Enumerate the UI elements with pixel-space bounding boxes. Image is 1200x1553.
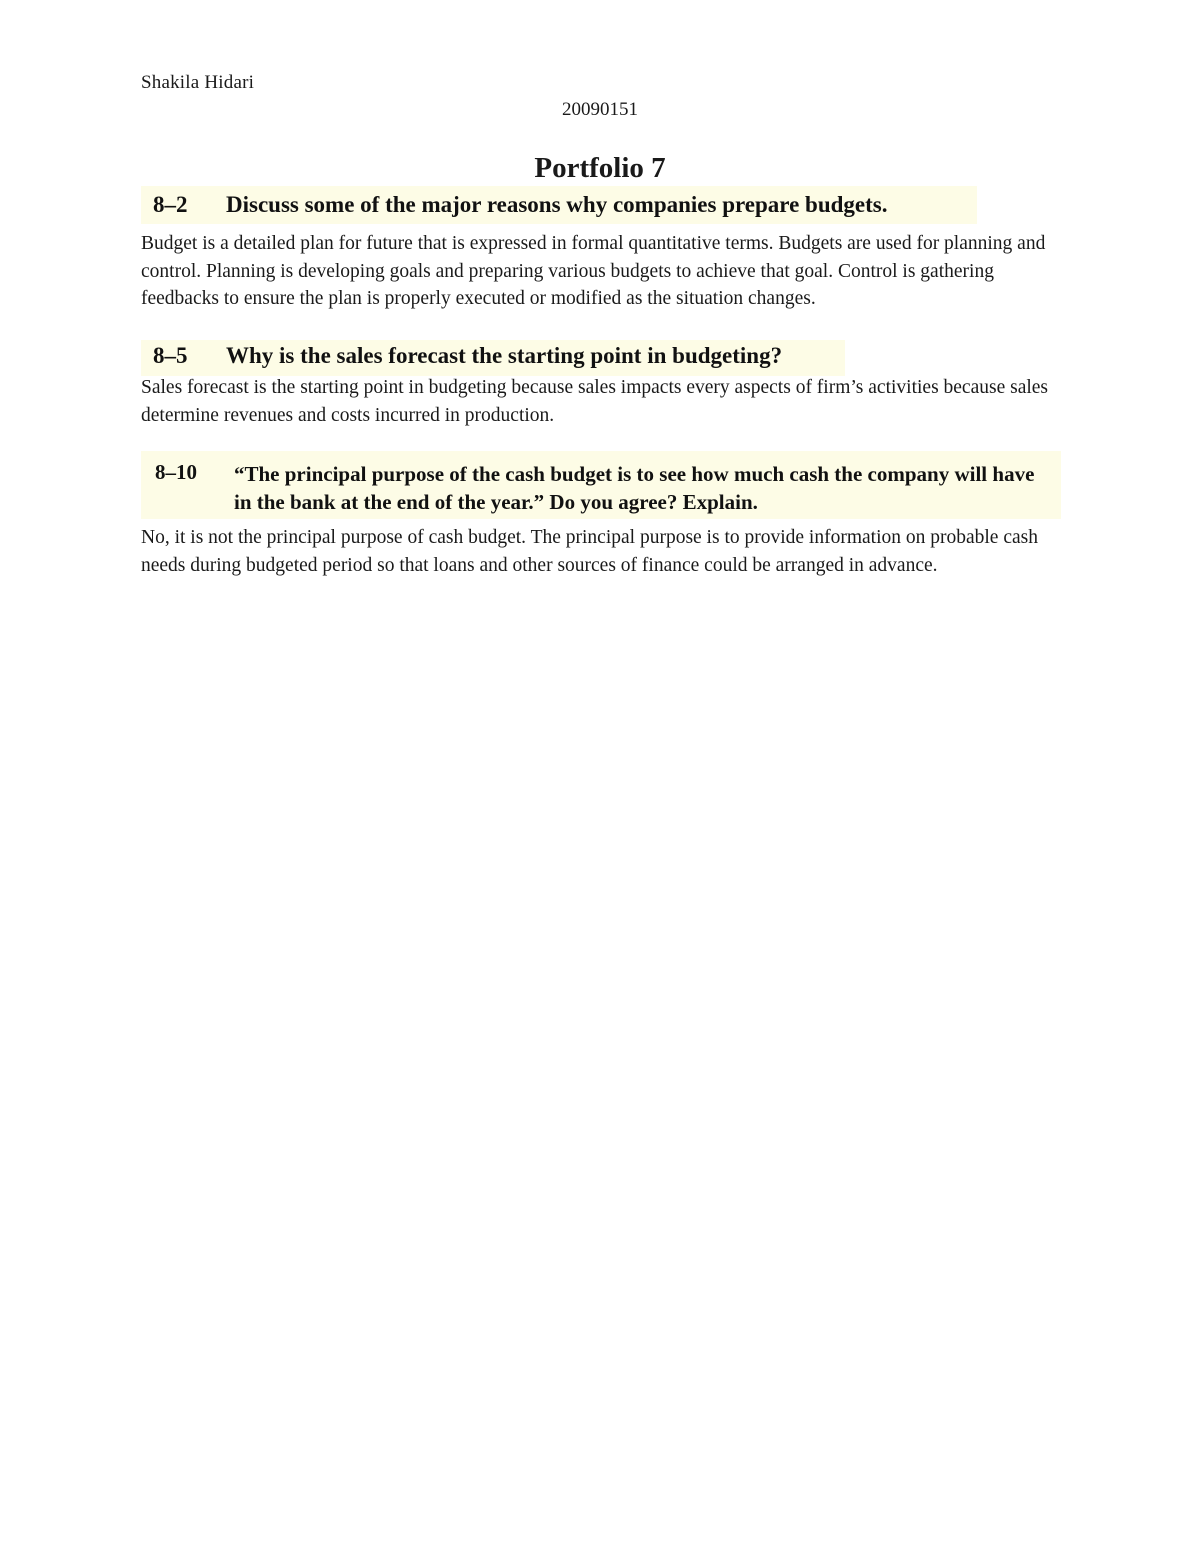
question-number: 8–5 bbox=[153, 343, 188, 368]
question-number: 8–2 bbox=[153, 192, 188, 217]
answer-8-5: Sales forecast is the starting point in budgeting because sales impacts every aspects of firm’s activities because sales determine revenues and costs incurred in production. bbox=[141, 377, 1049, 426]
question-8-10 bbox=[141, 451, 1061, 519]
question-8-5 bbox=[141, 340, 845, 376]
author-name: Shakila Hidari bbox=[141, 72, 255, 93]
answer-8-10: No, it is not the principal purpose of cash budget. The principal purpose is to provide information on probable cash needs during budgeted period so that loans and other sources of finance could be arranged in advance. bbox=[141, 527, 1038, 576]
answer-8-2: Budget is a detailed plan for future that is expressed in formal quantitative terms. Budgets are used for planning and control. Planning is developing goals and preparing various budgets to achieve that goal. Control is gathering feedbacks to ensure the plan is properly executed or modified as the situation changes. bbox=[141, 233, 1046, 309]
question-text: “The principal purpose of the cash budget is to see how much cash the company will have in the bank at the end of the year.” Do you agree? Explain. bbox=[234, 462, 1035, 514]
page-title: Portfolio 7 bbox=[534, 152, 666, 184]
question-8-2 bbox=[141, 186, 977, 224]
student-id: 20090151 bbox=[562, 99, 638, 120]
question-text: Why is the sales forecast the starting point in budgeting? bbox=[226, 343, 783, 368]
question-number: 8–10 bbox=[155, 460, 197, 484]
question-text: Discuss some of the major reasons why companies prepare budgets. bbox=[226, 192, 888, 217]
